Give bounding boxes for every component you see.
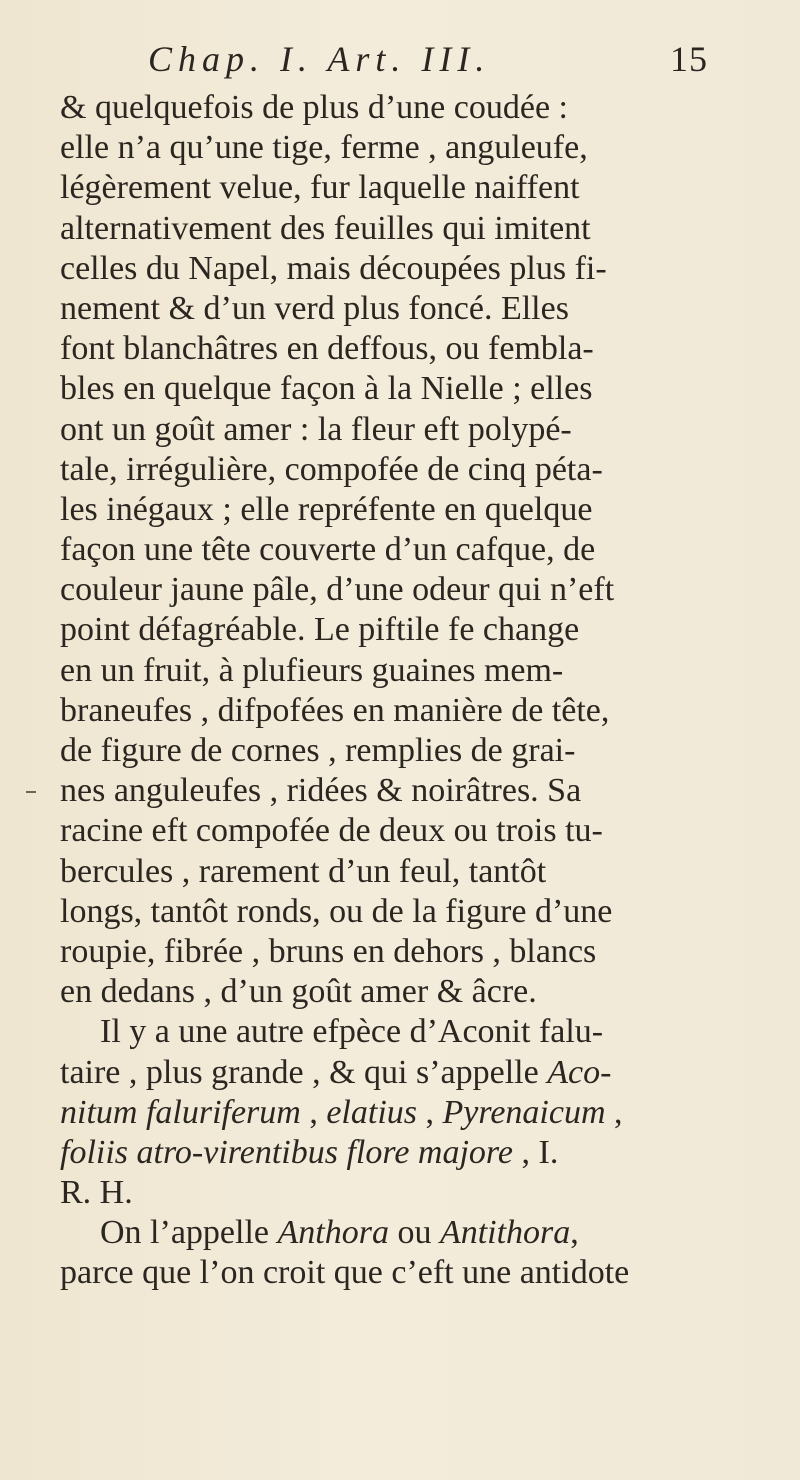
text-line: nes anguleufes , ridées & noirâtres. Sa [60, 772, 582, 810]
text-run: , [605, 1093, 623, 1131]
text-line: les inégaux ; elle repréfente en quelque [60, 490, 593, 528]
text-run: , I. [513, 1133, 559, 1171]
text-line: & quelquefois de plus d’une coudée : [60, 89, 568, 126]
text-line: font blanchâtres en deffous, ou fembla- [60, 330, 594, 368]
text-line: racine eft compofée de deux ou trois tu- [60, 812, 603, 850]
text-line: bercules , rarement d’un feul, tantôt [60, 852, 547, 890]
text-line: roupie, fibrée , bruns en dehors , blancs [60, 932, 597, 970]
latin-name: foliis atro-virentibus flore majore [60, 1133, 513, 1171]
margin-mark [26, 791, 36, 793]
text-line: alternativement des feuilles qui imitent [60, 209, 591, 247]
text-line: de figure de cornes , remplies de grai- [60, 732, 576, 769]
text-line: R. H. [60, 1174, 133, 1212]
text-line [60, 1093, 760, 1133]
text-run: , [300, 1093, 327, 1131]
latin-name: Antithora [439, 1214, 571, 1252]
text-line: elle n’a qu’une tige, ferme , anguleufe, [60, 129, 588, 167]
page-number: 15 [670, 39, 708, 79]
latin-name: nitum faluriferum [60, 1093, 301, 1131]
text-line: ont un goût amer : la fleur eft polypé- [60, 410, 572, 448]
text-line: tale, irrégulière, compofée de cinq péta- [60, 450, 603, 488]
text-run: ou [388, 1214, 440, 1252]
latin-name: Pyrenaicum [442, 1093, 606, 1131]
text-line: celles du Napel, mais découpées plus fi- [60, 249, 607, 287]
text-line [60, 1213, 760, 1253]
text-line: parce que l’on croit que c’eft une antidote [60, 1254, 630, 1292]
text-line: couleur jaune pâle, d’une odeur qui n’eft [60, 571, 615, 609]
text-run: On l’appelle [100, 1214, 278, 1252]
text-line: braneufes , difpofées en manière de tête, [60, 691, 610, 729]
latin-name: Aco- [547, 1053, 612, 1091]
text-run: taire , plus grande , & qui s’appelle [60, 1053, 548, 1091]
text-line: en un fruit, à plufieurs guaines mem- [60, 651, 564, 689]
text-line [60, 1053, 760, 1093]
text-line [60, 1133, 760, 1173]
text-line: bles en quelque façon à la Nielle ; elles [60, 370, 593, 408]
text-line: nement & d’un verd plus foncé. Elles [60, 289, 569, 327]
text-line: longs, tantôt ronds, ou de la figure d’une [60, 892, 613, 930]
text-line: façon une tête couverte d’un cafque, de [60, 531, 596, 569]
text-line: en dedans , d’un goût amer & âcre. [60, 973, 537, 1011]
text-line: légèrement velue, fur laquelle naiffent [60, 169, 580, 207]
latin-name: Anthora [277, 1214, 389, 1252]
text-line: point défagréable. Le piftile fe change [60, 611, 580, 649]
body-text [60, 88, 760, 1294]
text-line: Il y a une autre efpèce d’Aconit falu- [100, 1013, 604, 1051]
running-head: Chap. I. Art. III. [148, 39, 491, 79]
text-run: , [417, 1093, 443, 1131]
latin-name: elatius [326, 1093, 418, 1131]
text-run: , [570, 1214, 579, 1252]
page-header [148, 38, 708, 84]
